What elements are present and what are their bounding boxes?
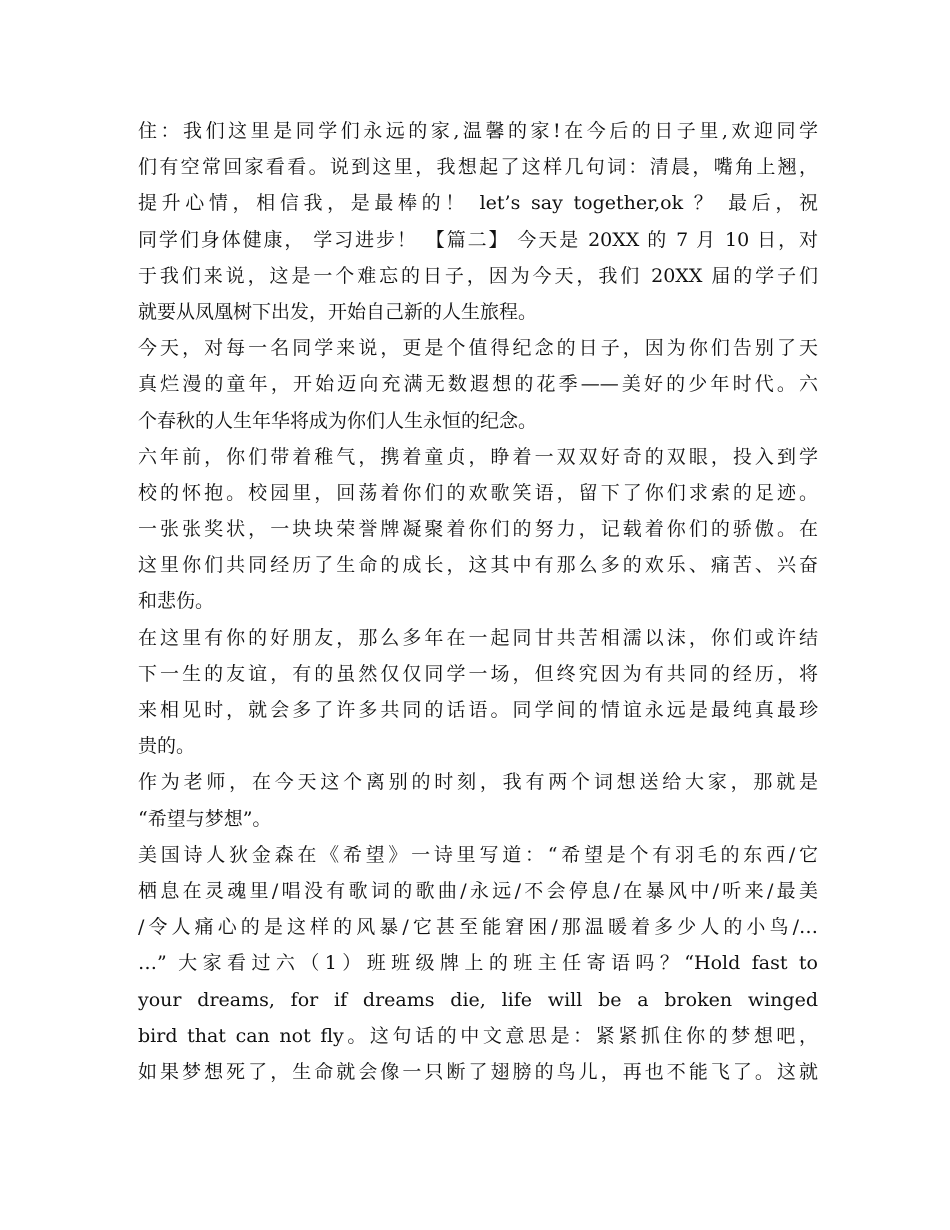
text-line: 真烂漫的童年，开始迈向充满无数遐想的花季——美好的少年时代。六 bbox=[138, 373, 818, 396]
text-line: “希望与梦想”。 bbox=[138, 807, 272, 830]
text-line: 今天，对每一名同学来说，更是个值得纪念的日子，因为你们告别了天 bbox=[138, 337, 818, 360]
text-line: 下一生的友谊，有的虽然仅仅同学一场，但终究因为有共同的经历，将 bbox=[138, 662, 818, 685]
text-line: 这里你们共同经历了生命的成长，这其中有那么多的欢乐、痛苦、兴奋 bbox=[138, 554, 818, 577]
text-line: 同学们身体健康， 学习进步！ 【篇二】 今天是 20XX 的 7 月 10 日，对 bbox=[138, 228, 818, 251]
text-line: 美国诗人狄金森在《希望》一诗里写道：“希望是个有羽毛的东西/它 bbox=[138, 843, 818, 866]
text-line: 提升心情，相信我，是最棒的！ let’s say together,ok ？ 最后，祝 bbox=[138, 192, 818, 215]
text-line: 来相见时，就会多了许多共同的话语。同学间的情谊永远是最纯真最珍 bbox=[138, 699, 818, 721]
text-line: 和悲伤。 bbox=[138, 590, 215, 613]
text-line: your dreams, for if dreams die, life will be a broken winged bbox=[138, 988, 818, 1011]
text-line: 六年前，你们带着稚气，携着童贞，睁着一双双好奇的双眼，投入到学 bbox=[138, 445, 818, 468]
text-line: 作为老师，在今天这个离别的时刻，我有两个词想送给大家，那就是 bbox=[138, 771, 818, 794]
text-line: 们有空常回家看看。说到这里，我想起了这样几句词：清晨，嘴角上翘， bbox=[138, 156, 818, 179]
text-line: 个春秋的人生年华将成为你们人生永恒的纪念。 bbox=[138, 409, 538, 432]
text-line: bird that can not fly。这句话的中文意思是：紧紧抓住你的梦想吧， bbox=[138, 1024, 818, 1047]
text-line: 于我们来说，这是一个难忘的日子，因为今天，我们 20XX 届的学子们 bbox=[138, 264, 818, 287]
text-line: 住：我们这里是同学们永远的家,温馨的家!在今后的日子里,欢迎同学 bbox=[138, 120, 818, 142]
text-line: 贵的。 bbox=[138, 735, 196, 758]
document-body bbox=[138, 113, 818, 1090]
text-line: 如果梦想死了，生命就会像一只断了翅膀的鸟儿，再也不能飞了。这就 bbox=[138, 1060, 818, 1083]
text-line: 在这里有你的好朋友，那么多年在一起同甘共苦相濡以沫，你们或许结 bbox=[138, 626, 818, 649]
text-line: 栖息在灵魂里/唱没有歌词的歌曲/永远/不会停息/在暴风中/听来/最美 bbox=[138, 879, 818, 902]
text-line: …” 大家看过六（1）班班级牌上的班主任寄语吗？“Hold fast to bbox=[138, 952, 818, 975]
text-line: 校的怀抱。校园里，回荡着你们的欢歌笑语，留下了你们求索的足迹。 bbox=[138, 481, 818, 504]
text-line: 就要从凤凰树下出发，开始自己新的人生旅程。 bbox=[138, 300, 538, 323]
text-line: /令人痛心的是这样的风暴/它甚至能窘困/那温暖着多少人的小鸟/… bbox=[138, 916, 818, 939]
text-line: 一张张奖状，一块块荣誉牌凝聚着你们的努力，记载着你们的骄傲。在 bbox=[138, 518, 818, 541]
